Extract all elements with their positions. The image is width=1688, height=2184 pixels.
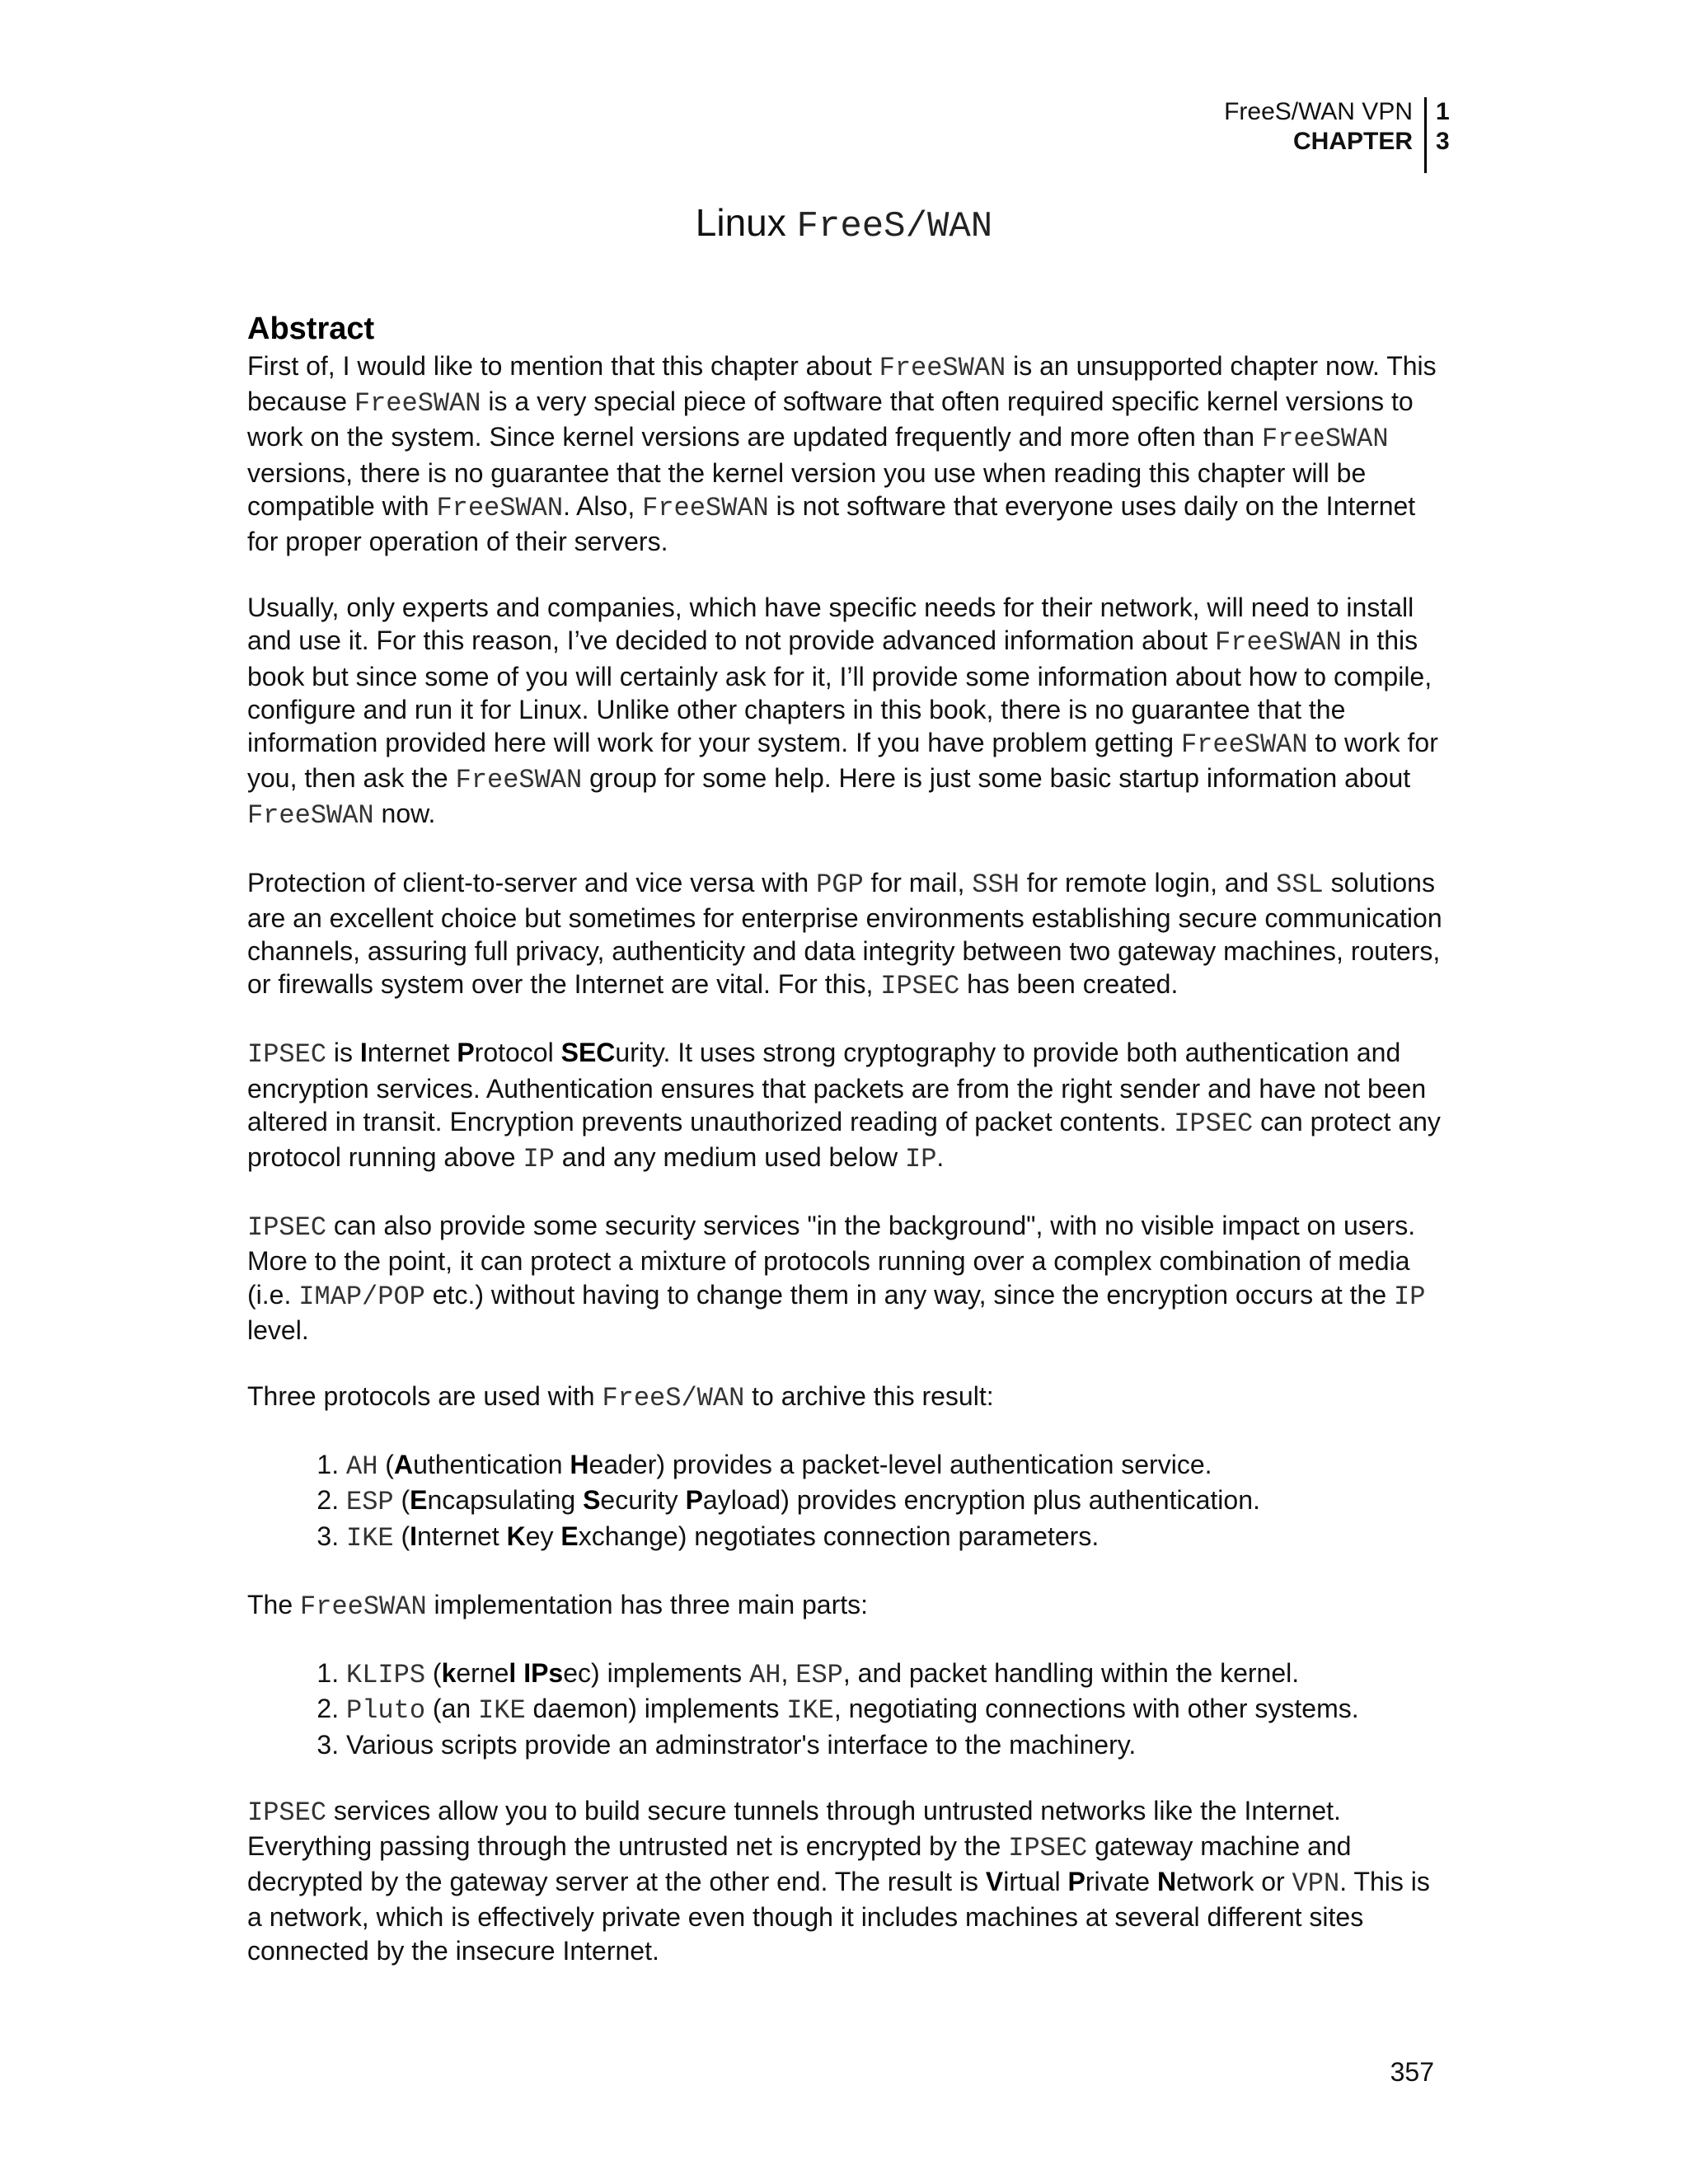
acronym-letter: A <box>393 1450 414 1480</box>
code-term: FreeSWAN <box>354 388 481 419</box>
text-run: The <box>247 1589 301 1619</box>
text-run: versions, there is no guarantee that the kernel version you use when reading this chapter will be compatible with <box>247 457 1367 521</box>
text-run: ncapsulating <box>427 1485 584 1516</box>
text-run: ( <box>425 1658 442 1689</box>
text-run: rivate <box>1085 1867 1157 1897</box>
code-term: FreeSWAN <box>300 1591 427 1622</box>
text-run: . <box>936 1142 945 1173</box>
code-term: IPSEC <box>1008 1832 1088 1863</box>
chapter-title <box>0 199 1688 250</box>
code-term: FreeSWAN <box>1180 729 1308 761</box>
text-run: . This is a network, which is effectively private even though it includes machines at several different sites connected by the insecure Internet. <box>247 1867 1430 1966</box>
paragraph-5 <box>247 1209 1451 1347</box>
acronym-letter: H <box>570 1450 589 1480</box>
code-term: Pluto <box>346 1695 426 1727</box>
acronym-letter: l IPs <box>509 1658 564 1689</box>
code-term: IPSEC <box>1174 1108 1254 1139</box>
code-term: IP <box>905 1144 937 1175</box>
code-term: FreeSWAN <box>1261 424 1389 455</box>
list-item <box>346 1448 1451 1483</box>
text-run: solutions are an excellent choice but sometimes for enterprise environments establishing secure communication channels, assuring full privacy, authenticity and data integrity between two gateway machines, routers, or firewalls system over the Internet are vital. For this, <box>247 867 1442 1000</box>
text-run: , and packet handling within the kernel. <box>842 1658 1300 1689</box>
acronym-letter: V <box>985 1867 1004 1897</box>
text-run: etwork or <box>1176 1867 1292 1897</box>
text-run: and any medium used below <box>554 1142 905 1173</box>
acronym-letter: P <box>457 1038 475 1068</box>
code-term: FreeSWAN <box>455 765 583 796</box>
text-run: in this book but since some of you will certainly ask for it, I’ll provide some information about how to compile, configure and run it for Linux. Unlike other chapters in this book, there is no guarantee that the information provided here will work for your system. If you have problem getting <box>247 626 1432 758</box>
text-run: group for some help. Here is just some basic startup information about <box>582 763 1411 794</box>
paragraph-8 <box>247 1794 1451 1967</box>
text-run: ecurity <box>600 1485 686 1516</box>
text-run: irtual <box>1003 1867 1068 1897</box>
acronym-letter: SEC <box>560 1038 616 1068</box>
chapter-title-prefix: Linux <box>695 201 786 244</box>
text-run: services allow you to build secure tunnels through untrusted networks like the Internet. Everything passing through the untrusted net is encrypted by the <box>247 1795 1341 1861</box>
code-term: IKE <box>786 1695 834 1727</box>
text-run: xchange) negotiates connection parameters. <box>578 1521 1100 1551</box>
acronym-letter: I <box>359 1038 368 1068</box>
code-term: FreeSWAN <box>879 353 1006 383</box>
text-run: First of, I would like to mention that this chapter about <box>247 351 879 381</box>
parts-list <box>247 1657 1451 1761</box>
page-content <box>247 308 1451 2000</box>
acronym-letter: P <box>1067 1867 1085 1897</box>
acronym-letter: P <box>685 1485 703 1516</box>
text-run: urity. It uses strong cryptography to provide both authentication and encryption services. Authentication ensures that packets are from the right sender and have not been altered in transit. Encryption prevents unauthorized reading of packet contents. <box>247 1038 1427 1137</box>
code-term: SSH <box>972 869 1020 900</box>
text-run: for mail, <box>863 867 973 898</box>
text-run: Various scripts provide an adminstrator's interface to the machinery. <box>346 1729 1137 1760</box>
code-term: IP <box>523 1144 555 1175</box>
acronym-letter: k <box>441 1658 457 1689</box>
running-header <box>1224 97 1427 173</box>
abstract-heading: Abstract <box>247 312 375 346</box>
text-run: nternet <box>367 1038 457 1068</box>
list-item <box>346 1657 1451 1692</box>
text-run: can protect any protocol running above <box>247 1106 1441 1173</box>
text-run: Protection of client-to-server and vice versa with <box>247 867 817 898</box>
paragraph-6 <box>247 1380 1451 1415</box>
text-run: . Also, <box>563 490 643 521</box>
text-run: daemon) implements <box>525 1694 787 1724</box>
text-run: , <box>781 1658 796 1689</box>
text-run: ( <box>393 1485 410 1516</box>
text-run: is a very special piece of software that often required specific kernel versions to work on the system. Since kernel versions are updated frequently and more often than <box>247 387 1414 452</box>
code-term: FreeSWAN <box>247 800 374 832</box>
code-term: IKE <box>346 1522 394 1554</box>
code-term: ESP <box>795 1660 843 1691</box>
text-run: ( <box>393 1521 410 1551</box>
text-run: is an unsupported chapter now. This because <box>247 351 1437 417</box>
text-run: level. <box>247 1315 309 1345</box>
text-run: for remote login, and <box>1019 867 1277 898</box>
acronym-letter: S <box>583 1485 601 1516</box>
text-run: , negotiating connections with other systems. <box>833 1694 1359 1724</box>
text-run: uthentication <box>413 1450 570 1480</box>
paragraph-7 <box>247 1588 1451 1624</box>
text-run: to work for you, then ask the <box>247 728 1438 794</box>
code-term: FreeSWAN <box>1215 627 1342 658</box>
list-item <box>346 1520 1451 1555</box>
list-item <box>346 1728 1451 1761</box>
text-run: Usually, only experts and companies, which have specific needs for their network, will need to install and use it. For this reason, I’ve decided to not provide advanced information about <box>247 593 1414 656</box>
text-run: is not software that everyone uses daily on the Internet for proper operation of their servers. <box>247 490 1416 557</box>
code-term: ESP <box>346 1487 394 1518</box>
text-run: is <box>326 1038 360 1068</box>
text-run: to archive this result: <box>744 1381 994 1412</box>
chapter-title-mono: FreeS/WAN <box>796 206 993 247</box>
acronym-letter: I <box>410 1521 418 1551</box>
code-term: FreeS/WAN <box>602 1383 745 1414</box>
code-term: IMAP/POP <box>298 1281 425 1312</box>
code-term: IPSEC <box>247 1797 327 1828</box>
header-chapter-label: CHAPTER <box>1292 128 1413 155</box>
paragraph-4 <box>247 1036 1451 1176</box>
code-term: PGP <box>816 869 864 900</box>
text-run: can also provide some security services "in the background", with no visible impact on users. More to the point, it can protect a mixture of protocols running over a complex combination of media (i.e. <box>247 1211 1416 1310</box>
text-run: erne <box>456 1658 509 1689</box>
code-term: AH <box>346 1451 378 1483</box>
acronym-letter: N <box>1156 1867 1177 1897</box>
code-term: FreeSWAN <box>642 492 769 523</box>
code-term: IP <box>1394 1281 1426 1312</box>
text-run: nternet <box>417 1521 507 1551</box>
acronym-letter: E <box>410 1485 428 1516</box>
code-term: IPSEC <box>880 971 960 1002</box>
code-term: SSL <box>1276 869 1324 900</box>
code-term: IKE <box>478 1695 526 1727</box>
text-run: gateway machine and decrypted by the gateway server at the other end. The result is <box>247 1830 1352 1897</box>
text-run: ey <box>525 1521 561 1551</box>
text-run: Three protocols are used with <box>247 1381 603 1412</box>
code-term: IPSEC <box>247 1039 327 1071</box>
code-term: VPN <box>1292 1868 1340 1900</box>
paragraph-3 <box>247 866 1451 1004</box>
paragraph-1 <box>247 349 1451 558</box>
header-chapter-number: 1 3 <box>1436 98 1450 155</box>
code-term: IPSEC <box>247 1212 327 1244</box>
page-number: 357 <box>1390 2057 1434 2087</box>
text-run: now. <box>373 799 436 829</box>
list-item <box>346 1483 1451 1519</box>
acronym-letter: E <box>560 1521 579 1551</box>
text-run: ( <box>377 1450 394 1480</box>
text-run: (an <box>425 1694 479 1724</box>
text-run: etc.) without having to change them in any way, since the encryption occurs at the <box>424 1279 1395 1310</box>
text-run: ec) implements <box>563 1658 750 1689</box>
list-item <box>346 1692 1451 1727</box>
text-run: has been created. <box>959 969 1179 1000</box>
acronym-letter: K <box>506 1521 526 1551</box>
text-run: rotocol <box>474 1038 561 1068</box>
code-term: AH <box>749 1660 781 1691</box>
text-run: eader) provides a packet-level authentication service. <box>588 1450 1212 1480</box>
code-term: FreeSWAN <box>436 492 564 523</box>
code-term: KLIPS <box>346 1660 426 1691</box>
paragraph-2 <box>247 591 1451 832</box>
text-run: ayload) provides encryption plus authentication. <box>702 1485 1260 1516</box>
text-run: implementation has three main parts: <box>426 1589 869 1619</box>
protocols-list <box>247 1448 1451 1555</box>
header-title: FreeS/WAN VPN <box>1224 98 1413 125</box>
